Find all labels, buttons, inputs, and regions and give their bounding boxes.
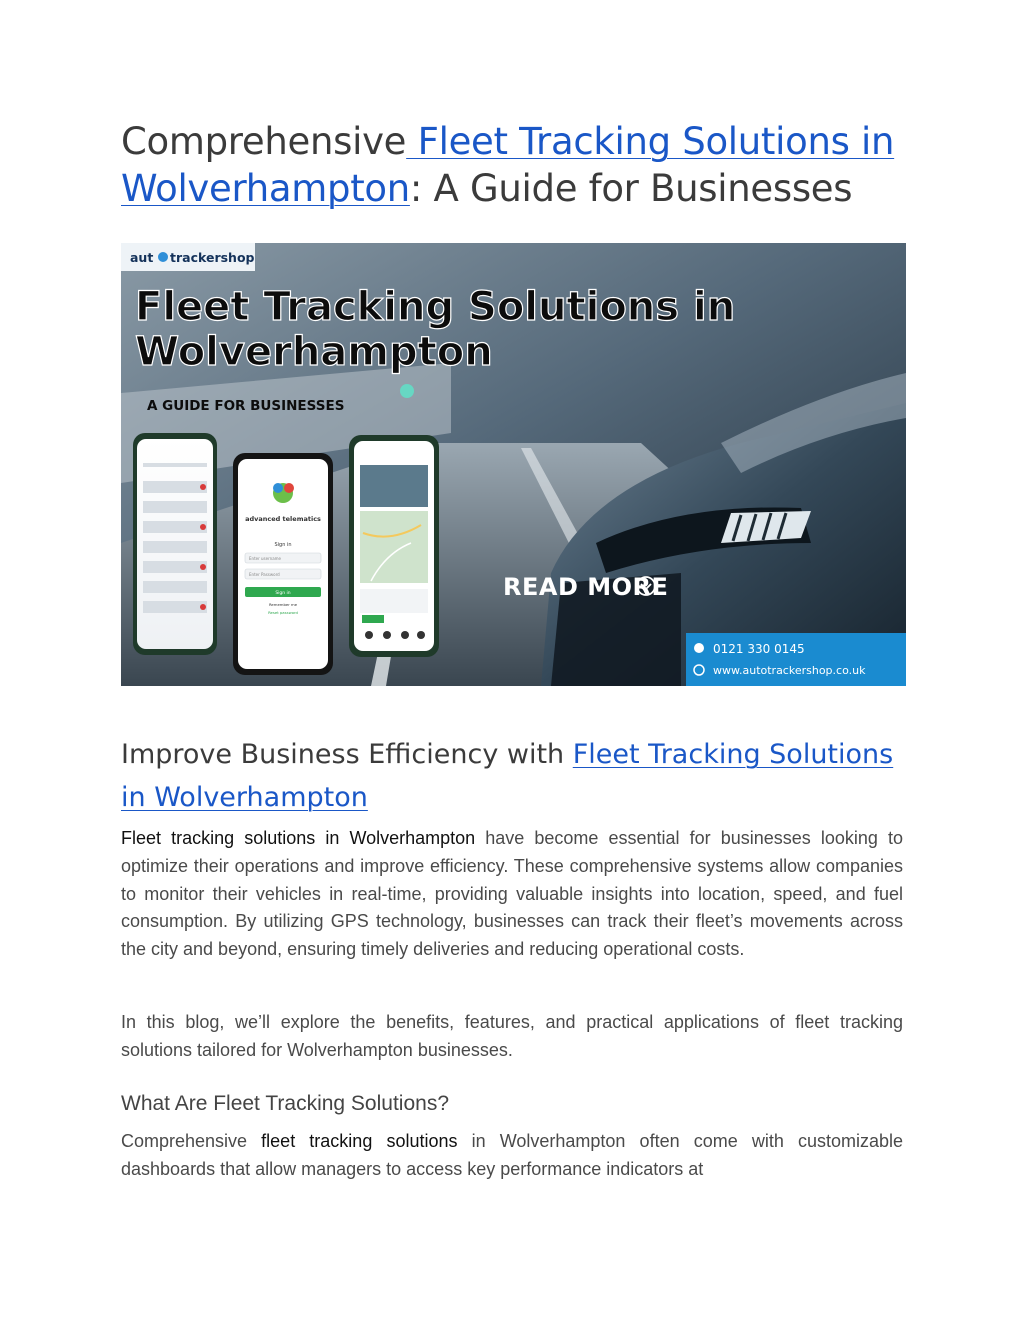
contact-phone: 0121 330 0145 [713, 642, 805, 656]
subheading-what-are: What Are Fleet Tracking Solutions? [121, 1092, 449, 1115]
brand-logo-icon [158, 252, 168, 262]
brand-right-text: trackershop [170, 250, 255, 265]
svg-text:Sign in: Sign in [274, 542, 292, 548]
intro-link[interactable]: Fleet tracking solutions in Wolverhampton [121, 828, 476, 848]
paragraph-comprehensive [121, 1128, 903, 1184]
section-heading [121, 733, 906, 819]
svg-text:Enter username: Enter username [249, 556, 282, 561]
phone-icon [694, 643, 704, 653]
intro-text: have become essential for businesses looking to optimize their operations and improve efficiency. These comprehensive systems allow companies to monitor their vehicles in real-time, providing valuable insights into location, speed, and fuel consumption. By utilizing GPS technology, businesses can track their fleet’s movements across the city and beyond, ensuring timely deliveries and reducing operational costs. [121, 828, 903, 960]
svg-text:Enter Password: Enter Password [249, 572, 280, 577]
phone-mockup-list [133, 433, 217, 655]
accent-dot [400, 384, 414, 398]
phone-mockup-map [349, 435, 439, 657]
para3-text: in Wolverhampton often come with customizable dashboards that allow managers to access key performance indicators at [121, 1131, 903, 1179]
document-title [121, 118, 911, 212]
phone-mockup-signin [233, 453, 333, 675]
svg-text:Sign in: Sign in [275, 591, 291, 596]
contact-box [686, 633, 906, 686]
hero-image[interactable] [121, 243, 906, 686]
para3-prefix: Comprehensive [121, 1131, 262, 1151]
brand-left-text: aut [130, 250, 154, 265]
paragraph-blog: In this blog, we’ll explore the benefits, features, and practical applications of fleet tracking solutions tailored for Wolverhampton businesses. [121, 1012, 903, 1060]
hero-headline-line2: Wolverhampton [135, 329, 493, 375]
hero-banner-graphic [121, 243, 906, 686]
paragraph-intro [121, 825, 903, 964]
section-heading-prefix: Improve Business Efficiency with [121, 739, 573, 770]
svg-text:Reset password: Reset password [268, 610, 298, 615]
title-suffix: : A Guide for Businesses [409, 167, 853, 210]
svg-text:advanced telematics: advanced telematics [245, 515, 321, 523]
para3-link[interactable]: fleet tracking solutions [261, 1131, 458, 1151]
contact-website: www.autotrackershop.co.uk [713, 664, 866, 677]
section-heading-link[interactable]: Fleet Tracking Solutions in Wolverhampton [121, 739, 894, 813]
hero-tagline: A GUIDE FOR BUSINESSES [147, 398, 345, 414]
title-prefix: Comprehensive [121, 120, 407, 163]
read-more-text: READ MORE [503, 573, 669, 601]
title-link[interactable]: Fleet Tracking Solutions in Wolverhampton [121, 120, 895, 210]
hero-headline-line1: Fleet Tracking Solutions in [135, 284, 736, 330]
svg-text:Remember me: Remember me [268, 602, 298, 607]
